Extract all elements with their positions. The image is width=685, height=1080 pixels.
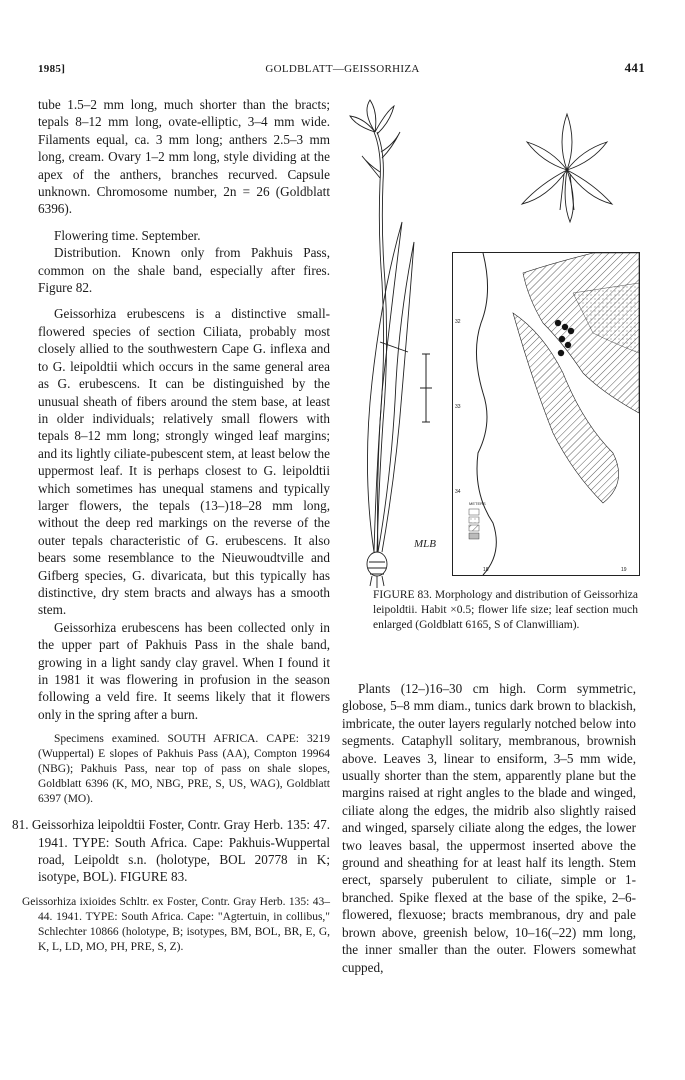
leaf-section-drawing [420,354,432,422]
map-legend [469,501,486,539]
lon-label-18: 18 [483,567,489,573]
species-entry-81: 81. Geissorhiza leipoldtii Foster, Contr. Gray Herb. 135: 47. 1941. TYPE: South Africa. Cape: Pakhuis-Wuppertal road, Leipoldt s.n. (holotype, BOL 20778 in K; isotype, BOL). FIGURE 83. [12,817,330,885]
locality-dot [565,342,571,348]
synonym-entry: Geissorhiza ixioides Schltr. ex Foster, Contr. Gray Herb. 135: 43–44. 1941. TYPE: South Africa. Cape: "Agtertuin, in collibus," Schlechter 10866 (holotype, B; isotypes, BM, BOL, BR, E, G, K, L, LD, MO, PH, PRE, S, Z). [22,895,330,953]
flower-detail-drawing [522,114,612,222]
artist-signature: MLB [414,538,436,550]
distribution-map-svg [453,253,639,575]
coastline [476,253,496,575]
left-column [12,96,330,964]
plant-habit-drawing [350,100,414,588]
figure-caption: FIGURE 83. Morphology and distribution of Geissorhiza leipoldtii. Habit ×0.5; flower life size; leaf section much enlarged (Goldblatt 6165, S of Clanwilliam). [373,589,638,631]
species-description: Plants (12–)16–30 cm high. Corm symmetric, globose, 5–8 mm diam., tunics dark brown to blackish, imbricate, the outer layers regularly notched below into segments. Cataphyll solitary, membranous, brownish above. Leaves 3, linear to ensiform, 3–5 mm wide, usually shorter than the stem, apparently plane but the margins raised at right angles to the blade and winged, ciliate along the edges, the midrib also slightly raised and winged, sparsely ciliate along the edges, the lower two leaves basal, the uppermost inserted above the ground and sheathing for at least half its length. Stem erect, sparsely puberulent to ciliate, simple or 1-branched. Spike flexed at the base of the spike, 2–6-flowered, flexuose; bracts membranous, dry and pale brown above, greenish below, 10–16(–22) mm long, the inner smaller than the outer. Flowers somewhat cupped, [342,681,636,975]
lon-label-19: 19 [621,567,627,573]
right-column [342,680,636,985]
locality-dot [558,350,564,356]
lat-label-32: 32 [455,319,461,325]
legend-title: METERS [469,501,486,506]
habitat-paragraph: Geissorhiza erubescens has been collected only in the upper part of Pakhuis Pass in the shale band, growing in a light sandy clay gravel. When I found it in 1981 it was flowering in profusion in the season following a veld fire. It seems likely that it flowers only in the spring after a burn. [38,619,330,722]
distribution-map [452,252,640,576]
running-head-year: 1985] [38,63,66,75]
locality-dot [562,324,568,330]
lat-label-34: 34 [455,489,461,495]
discussion-paragraph: Geissorhiza erubescens is a distinctive small-flowered species of section Ciliata, probably most closely allied to the southwestern Cape G. inflexa and to G. leipoldtii which occurs in the same general area as G. erubescens. It can be distinguished by the unusual sheath of fibers around the stem base, at least in older individuals; relatively small flowers with tepals 8–12 mm long; strongly winged leaf margins; and its lightly ciliate-pubescent stem, at least below the uppermost leaf. It is perhaps closest to G. leipoldtii which sometimes has unequal stamens and typically larger flowers, the tepals (13–)18–28 mm long, without the deep red markings on the reverse of the outer tepals characteristic of G. erubescens. It also bears some resemblance to the Nieuwoudtville and Gifberg species, G. divaricata, but this typically has distinctive, dry stem bracts and always has a smooth stem. [38,306,330,618]
page-number: 441 [624,60,645,75]
description-continued: tube 1.5–2 mm long, much shorter than the bracts; tepals 8–12 mm long, ovate-elliptic, 3–4 mm wide. Filaments equal, ca. 3 mm long; anthers 2.5–3 mm long, cream. Ovary 1–2 mm long, style dividing at the apex of the anthers, branches recurved. Capsule unknown. Chromosome number, 2n = 26 (Goldblatt 6396). [38,97,330,217]
locality-dot [568,328,574,334]
running-head-title: GOLDBLATT—GEISSORHIZA [265,63,420,75]
locality-dot [555,320,561,326]
locality-dot [559,336,565,342]
flowering-time: Flowering time. September. [54,227,201,243]
specimens-examined: Specimens examined. SOUTH AFRICA. CAPE: 3219 (Wuppertal) E slopes of Pakhuis Pass (AA), Compton 19964 (NBG); Pakhuis Pass, near top of pass on shale slopes, Goldblatt 6396 (K, MO, NBG, PRE, S, US, WAG), Goldblatt 6397 (MO). [38,733,330,806]
distribution: Distribution. Known only from Pakhuis Pass, common on the shale band, especially after fires. Figure 82. [38,245,330,296]
lat-label-33: 33 [455,404,461,410]
